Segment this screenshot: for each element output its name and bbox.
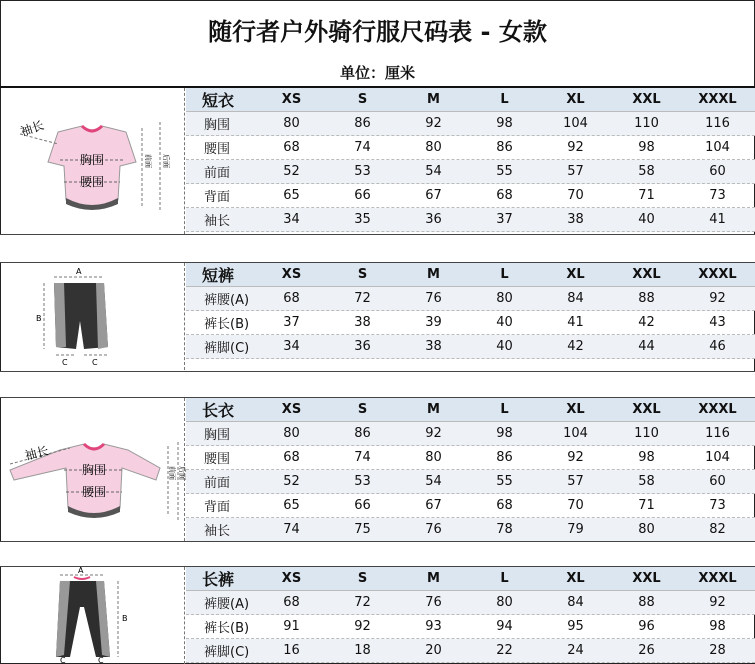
- diagram-label-front: 前面: [144, 154, 152, 168]
- short-jersey-diagram: [0, 88, 185, 234]
- table-cell: 76: [425, 522, 442, 537]
- row-label: 裤腰(A): [204, 597, 250, 612]
- table-cell: 39: [425, 315, 442, 330]
- table-cell: 22: [496, 643, 513, 658]
- table-cell: 42: [567, 339, 584, 354]
- size-header: XS: [281, 402, 302, 417]
- size-header: XS: [281, 92, 302, 107]
- diagram-label-waist: 腰围: [82, 485, 107, 499]
- shorts-diagram: [0, 263, 185, 370]
- table-header-row: [186, 263, 755, 287]
- section-short-jersey: [0, 88, 755, 234]
- table-row: [186, 184, 755, 208]
- table-cell: 82: [709, 522, 726, 537]
- size-header: S: [357, 402, 368, 417]
- table-row: [186, 136, 755, 160]
- table-cell: 72: [354, 291, 371, 306]
- table-cell: 53: [354, 474, 371, 489]
- table-cell: 68: [496, 498, 513, 513]
- table-row: [186, 518, 755, 542]
- table-cell: 71: [638, 188, 655, 203]
- size-header: XXL: [632, 402, 661, 417]
- table-row: [186, 446, 755, 470]
- size-header: S: [357, 92, 368, 107]
- section-long-jersey: [0, 398, 755, 541]
- size-header: M: [427, 92, 440, 107]
- table-row: [186, 422, 755, 446]
- table-cell: 71: [638, 498, 655, 513]
- table-cell: 41: [709, 212, 726, 227]
- table-cell: 46: [709, 339, 726, 354]
- table-cell: 16: [283, 643, 300, 658]
- table-cell: 67: [425, 498, 442, 513]
- section-title: 长裤: [202, 570, 235, 589]
- diagram-label-a: A: [76, 267, 82, 276]
- table-cell: 68: [283, 140, 300, 155]
- table-cell: 44: [638, 339, 655, 354]
- diagram-label-sleeve: 袖长: [23, 443, 51, 463]
- table-cell: 98: [709, 619, 726, 634]
- long-jersey-diagram: [0, 398, 185, 541]
- table-cell: 104: [705, 140, 730, 155]
- table-row: [186, 615, 755, 639]
- diagram-label-c: C: [60, 656, 66, 664]
- table-cell: 68: [496, 188, 513, 203]
- table-cell: 18: [354, 643, 371, 658]
- size-header: XS: [281, 571, 302, 586]
- section-long-pants: [0, 567, 755, 664]
- section-title: 长衣: [202, 401, 235, 420]
- table-cell: 80: [496, 291, 513, 306]
- table-cell: 84: [567, 595, 584, 610]
- size-header: XXXL: [698, 402, 737, 417]
- table-cell: 86: [354, 426, 371, 441]
- table-cell: 98: [638, 140, 655, 155]
- size-header: M: [427, 402, 440, 417]
- row-label: 腰围: [204, 142, 231, 157]
- table-cell: 98: [638, 450, 655, 465]
- size-header: XL: [566, 92, 585, 107]
- table-cell: 78: [496, 522, 513, 537]
- table-cell: 54: [425, 474, 442, 489]
- row-label: 裤脚(C): [204, 341, 250, 356]
- table-cell: 68: [283, 291, 300, 306]
- table-cell: 40: [496, 315, 513, 330]
- table-cell: 40: [496, 339, 513, 354]
- section-title: 短裤: [202, 266, 235, 285]
- table-cell: 110: [634, 426, 659, 441]
- table-cell: 70: [567, 188, 584, 203]
- section-spacer: [0, 234, 755, 263]
- table-cell: 37: [283, 315, 300, 330]
- table-cell: 55: [496, 474, 513, 489]
- section-title: 短衣: [202, 91, 235, 110]
- table-cell: 92: [567, 450, 584, 465]
- table-row: [186, 494, 755, 518]
- table-header-row: [186, 398, 755, 422]
- row-label: 裤长(B): [204, 621, 250, 636]
- table-cell: 60: [709, 474, 726, 489]
- table-cell: 98: [496, 116, 513, 131]
- table-cell: 42: [638, 315, 655, 330]
- table-cell: 26: [638, 643, 655, 658]
- size-header: XXXL: [698, 92, 737, 107]
- table-cell: 88: [638, 595, 655, 610]
- table-cell: 76: [425, 291, 442, 306]
- table-cell: 34: [283, 212, 300, 227]
- table-cell: 40: [638, 212, 655, 227]
- table-cell: 104: [563, 116, 588, 131]
- table-cell: 38: [567, 212, 584, 227]
- table-cell: 58: [638, 164, 655, 179]
- row-label: 背面: [204, 500, 231, 515]
- row-label: 前面: [204, 166, 231, 181]
- table-cell: 70: [567, 498, 584, 513]
- row-label: 袖长: [204, 214, 231, 229]
- table-cell: 53: [354, 164, 371, 179]
- table-cell: 65: [283, 498, 300, 513]
- table-cell: 74: [354, 450, 371, 465]
- table-cell: 74: [354, 140, 371, 155]
- table-cell: 92: [354, 619, 371, 634]
- size-header: M: [427, 267, 440, 282]
- table-row: [186, 208, 755, 232]
- long-pants-diagram: [0, 567, 185, 664]
- row-label: 裤脚(C): [204, 645, 250, 660]
- row-label: 袖长: [204, 524, 231, 539]
- diagram-label-sleeve: 袖长: [18, 118, 46, 139]
- diagram-label-c: C: [62, 358, 68, 367]
- table-cell: 72: [354, 595, 371, 610]
- long-pants-table: [186, 567, 755, 663]
- table-header-row: [186, 567, 755, 591]
- table-cell: 80: [496, 595, 513, 610]
- table-cell: 73: [709, 498, 726, 513]
- size-header: XXXL: [698, 571, 737, 586]
- table-row: [186, 160, 755, 184]
- table-cell: 86: [496, 450, 513, 465]
- table-cell: 79: [567, 522, 584, 537]
- size-header: XXL: [632, 267, 661, 282]
- section-shorts: [0, 263, 755, 370]
- table-cell: 57: [567, 474, 584, 489]
- table-cell: 52: [283, 474, 300, 489]
- size-header: XL: [566, 571, 585, 586]
- size-header: S: [357, 571, 368, 586]
- section-spacer: [0, 371, 755, 398]
- table-cell: 92: [425, 426, 442, 441]
- size-header: XXXL: [698, 267, 737, 282]
- table-cell: 92: [709, 291, 726, 306]
- table-cell: 110: [634, 116, 659, 131]
- diagram-label-back: 后面: [162, 154, 170, 168]
- table-cell: 92: [567, 140, 584, 155]
- unit-label: 单位：厘米: [339, 63, 415, 82]
- diagram-label-b: B: [36, 314, 42, 323]
- row-label: 背面: [204, 190, 231, 205]
- table-cell: 68: [283, 450, 300, 465]
- table-cell: 116: [705, 116, 730, 131]
- table-cell: 24: [567, 643, 584, 658]
- table-cell: 91: [283, 619, 300, 634]
- table-cell: 66: [354, 188, 371, 203]
- section-spacer: [0, 541, 755, 567]
- diagram-label-waist: 腰围: [80, 175, 105, 189]
- table-cell: 86: [354, 116, 371, 131]
- row-label: 裤长(B): [204, 317, 250, 332]
- table-cell: 36: [354, 339, 371, 354]
- size-header: XS: [281, 267, 302, 282]
- table-cell: 98: [496, 426, 513, 441]
- size-header: XXL: [632, 92, 661, 107]
- table-cell: 96: [638, 619, 655, 634]
- table-cell: 104: [705, 450, 730, 465]
- table-cell: 65: [283, 188, 300, 203]
- table-row: [186, 112, 755, 136]
- table-cell: 38: [425, 339, 442, 354]
- table-cell: 55: [496, 164, 513, 179]
- table-header-row: [186, 88, 755, 112]
- size-header: L: [500, 402, 509, 417]
- table-cell: 66: [354, 498, 371, 513]
- size-header: S: [357, 267, 368, 282]
- table-cell: 116: [705, 426, 730, 441]
- row-label: 腰围: [204, 452, 231, 467]
- table-cell: 67: [425, 188, 442, 203]
- table-cell: 95: [567, 619, 584, 634]
- table-cell: 92: [709, 595, 726, 610]
- table-cell: 88: [638, 291, 655, 306]
- table-cell: 57: [567, 164, 584, 179]
- table-cell: 93: [425, 619, 442, 634]
- table-cell: 38: [354, 315, 371, 330]
- table-cell: 43: [709, 315, 726, 330]
- diagram-label-front: 前面: [168, 466, 176, 480]
- table-cell: 86: [496, 140, 513, 155]
- table-cell: 73: [709, 188, 726, 203]
- table-row: [186, 311, 755, 335]
- table-cell: 37: [496, 212, 513, 227]
- table-cell: 58: [638, 474, 655, 489]
- size-header: XXL: [632, 571, 661, 586]
- diagram-label-c-2: C: [92, 358, 98, 367]
- table-cell: 74: [283, 522, 300, 537]
- table-cell: 76: [425, 595, 442, 610]
- table-row: [186, 335, 755, 359]
- size-header: XL: [566, 402, 585, 417]
- diagram-label-chest: 胸围: [82, 463, 107, 477]
- table-cell: 104: [563, 426, 588, 441]
- size-header: L: [500, 267, 509, 282]
- table-cell: 80: [283, 426, 300, 441]
- diagram-label-back: 后面: [178, 466, 186, 480]
- size-header: L: [500, 92, 509, 107]
- table-cell: 80: [283, 116, 300, 131]
- table-cell: 34: [283, 339, 300, 354]
- table-cell: 36: [425, 212, 442, 227]
- row-label: 裤腰(A): [204, 293, 250, 308]
- row-label: 胸围: [204, 118, 231, 133]
- table-cell: 80: [425, 140, 442, 155]
- row-label: 胸围: [204, 428, 231, 443]
- long-jersey-table: [186, 398, 755, 542]
- size-header: M: [427, 571, 440, 586]
- table-cell: 20: [425, 643, 442, 658]
- table-row: [186, 287, 755, 311]
- table-cell: 41: [567, 315, 584, 330]
- table-cell: 84: [567, 291, 584, 306]
- table-cell: 68: [283, 595, 300, 610]
- size-header: L: [500, 571, 509, 586]
- table-cell: 35: [354, 212, 371, 227]
- diagram-label-b: B: [122, 614, 128, 623]
- row-label: 前面: [204, 476, 231, 491]
- table-cell: 52: [283, 164, 300, 179]
- table-row: [186, 639, 755, 663]
- table-row: [186, 470, 755, 494]
- short-jersey-table: [186, 88, 755, 232]
- table-cell: 75: [354, 522, 371, 537]
- shorts-table: [186, 263, 755, 359]
- table-cell: 92: [425, 116, 442, 131]
- table-cell: 94: [496, 619, 513, 634]
- size-header: XL: [566, 267, 585, 282]
- table-cell: 80: [425, 450, 442, 465]
- diagram-label-chest: 胸围: [80, 153, 105, 167]
- table-cell: 28: [709, 643, 726, 658]
- diagram-label-a: A: [78, 566, 84, 575]
- page-title: 随行者户外骑行服尺码表 - 女款: [208, 17, 547, 46]
- table-row: [186, 591, 755, 615]
- table-cell: 80: [638, 522, 655, 537]
- table-cell: 54: [425, 164, 442, 179]
- diagram-label-c-2: C: [98, 656, 104, 664]
- table-cell: 60: [709, 164, 726, 179]
